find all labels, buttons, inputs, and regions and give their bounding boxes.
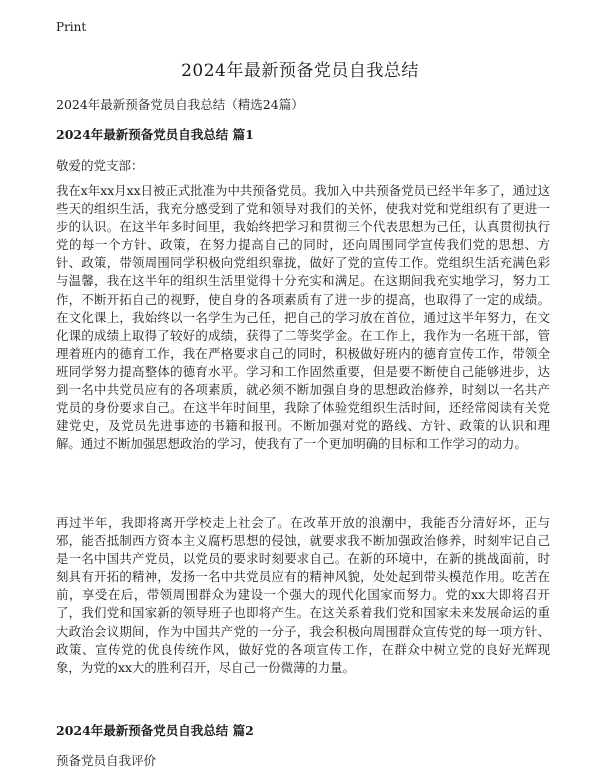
article-heading: 2024年最新预备党员自我总结 篇2 <box>56 723 254 738</box>
article-heading: 2024年最新预备党员自我总结 篇1 <box>56 127 254 142</box>
body-paragraph: 我在x年xx月xx日被正式批准为中共预备党员。我加入中共预备党员已经半年多了，通过这些天的组织生活，我充分感受到了党和领导对我们的关怀，使我对党和党组织有了更进一步的认识。在这半年多时间里，我始终把学习和贯彻三个代表思想为己任，认真贯彻执行党的每一个方针、政策，在努力提高自己的同时，还向周围同学宣传我们党的思想、方针、政策，带领周围同学积极向党组织靠拢，做好了党的宣传工作。党组织生活充满色彩与温馨，我在这半年的组织生活里觉得十分充实和满足。在这期间我充实地学习，努力工作，不断开拓自己的视野，使自身的各项素质有了进一步的提高，也取得了一定的成绩。在文化课上，我始终以一名学生为己任，把自己的学习放在首位，通过这半年努力，在文化课的成绩上取得了较好的成绩，获得了二等奖学金。在工作上，我作为一名班干部，管理着班内的德育工作，我在严格要求自己的同时，积极做好班内的德育宣传工作，带领全班同学努力提高整体的德育水平。学习和工作固然重要，但是要不断使自己能够进步，达到一名中共党员应有的各项素质，就必须不断加强自身的思想政治修养，时刻以一名共产党员的身份要求自己。在这半年时间里，我除了体验党组织生活时间，还经常阅读有关党建党史，及党员先进事迹的书籍和报刊。不断加强对党的路线、方针、政策的认识和理解。通过不断加强思想政治的学习，使我有了一个更加明确的目标和工作学习的动力。 <box>56 183 550 452</box>
body-paragraph: 再过半年，我即将离开学校走上社会了。在改革开放的浪潮中，我能否分清好坏，正与邪，能否抵制西方资本主义腐朽思想的侵蚀，就要求我不断加强政治修养，时刻牢记自己是一名中国共产党员，以党员的要求时刻要求自己。在新的环境中，在新的挑战面前，时刻具有开拓的精神，发扬一名中共党员应有的精神风貌，处处起到带头模范作用。吃苦在前，享受在后，带领周围群众为建设一个强大的现代化国家而努力。党的xx大即将召开了，我们党和国家新的领导班子也即将产生。在这关系着我们党和国家未来发展命运的重大政治会议期间，作为中国共产党的一分子，我会积极向周围群众宣传党的每一项方针、政策、宣传党的优良传统作风，做好党的各项宣传工作，在群众中树立党的良好光辉现象，为党的xx大的胜利召开，尽自己一份微薄的力量。 <box>56 515 550 675</box>
salutation: 敬爱的党支部： <box>56 158 144 173</box>
print-link[interactable]: Print <box>56 20 87 34</box>
article-intro-text: 预备党员自我评价 <box>56 753 157 768</box>
page-title: 2024年最新预备党员自我总结 <box>181 61 419 81</box>
page-subtitle: 2024年最新预备党员自我总结（精选24篇） <box>56 97 304 112</box>
